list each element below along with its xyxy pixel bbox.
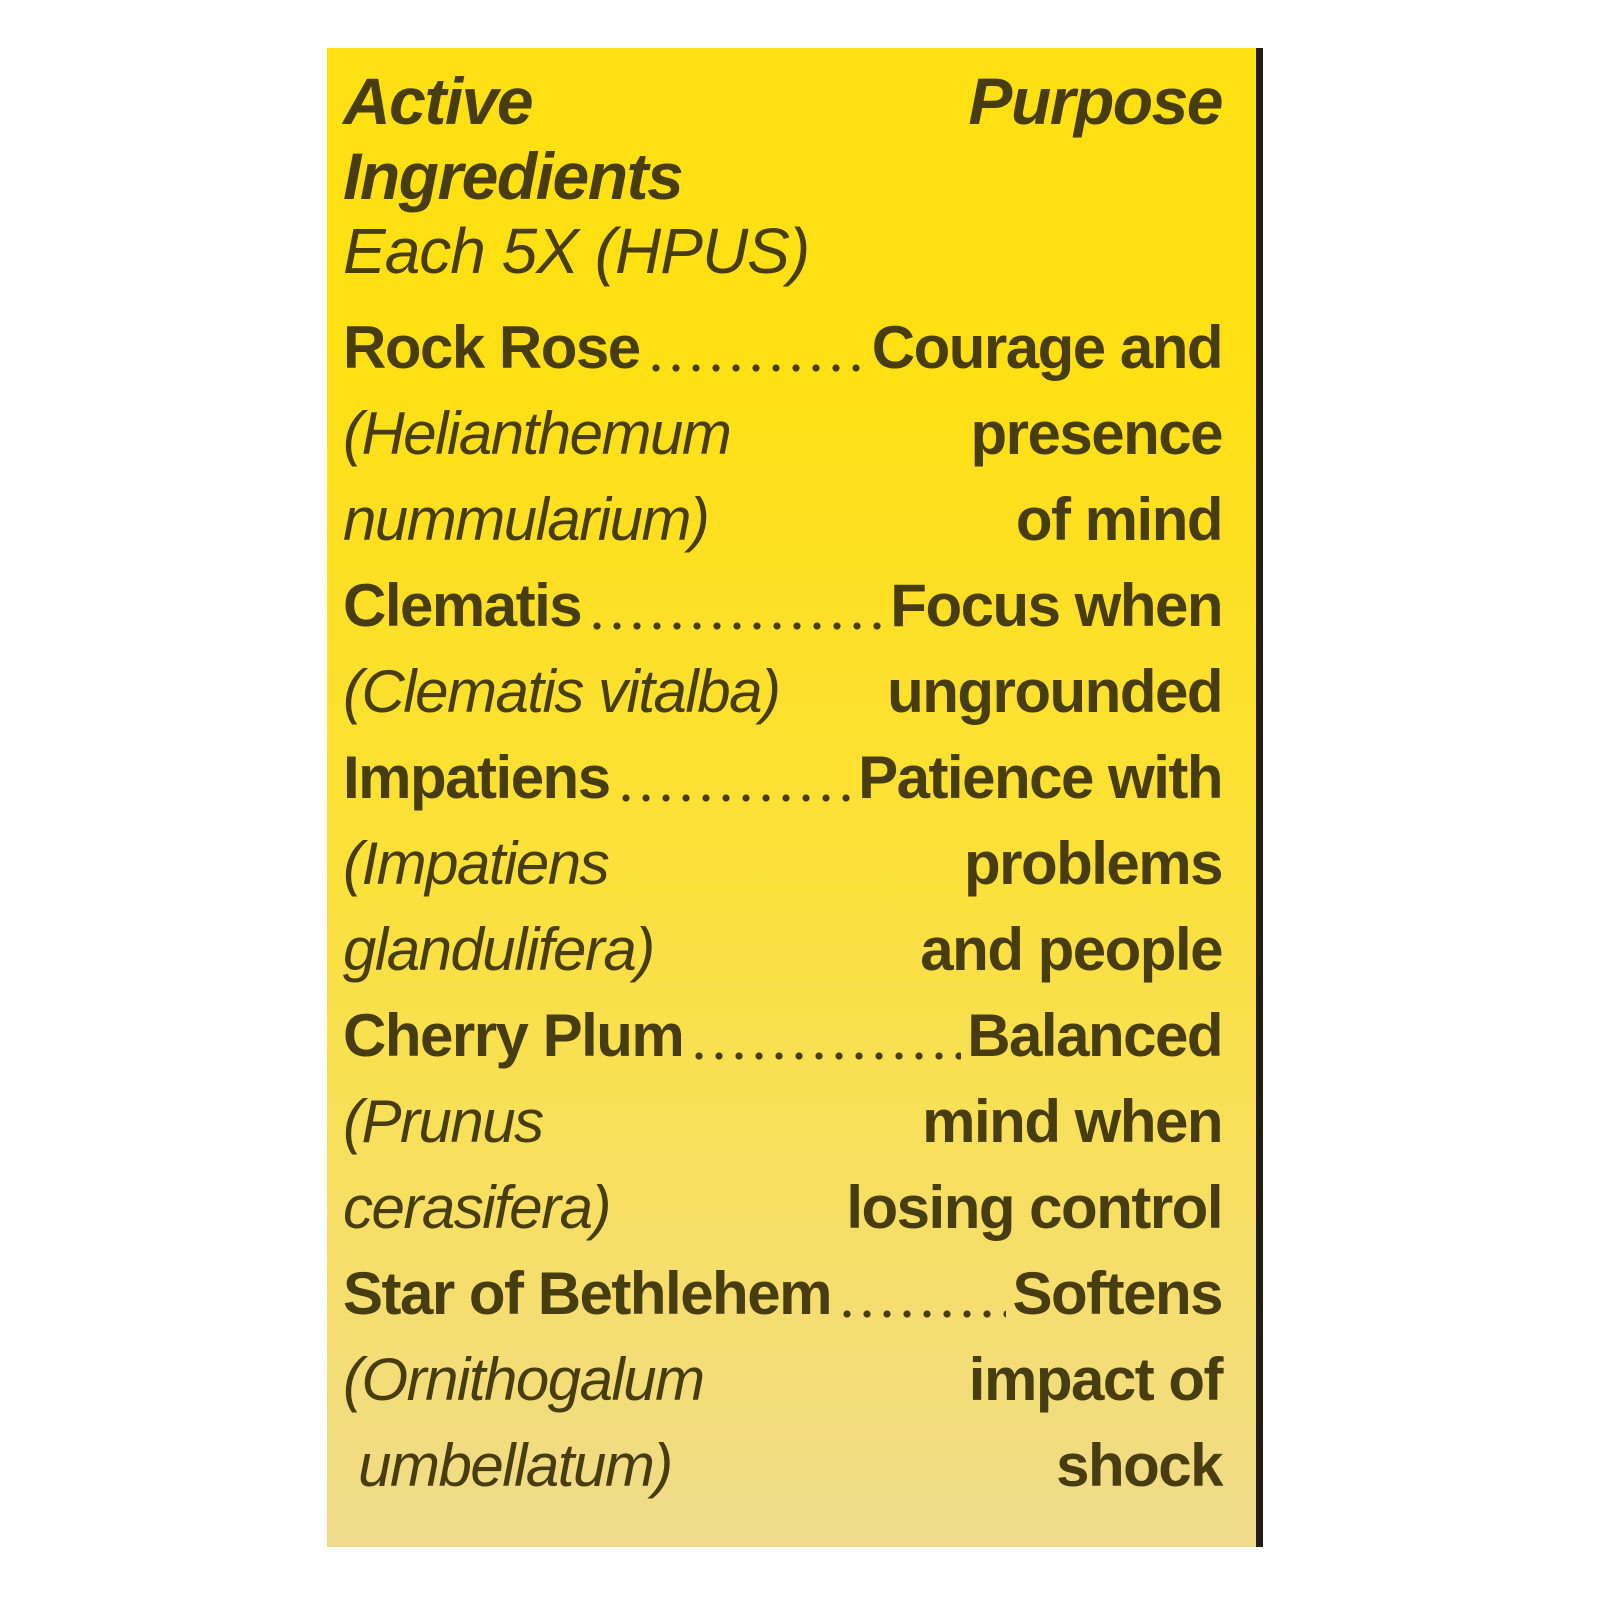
ingredient-name: Cherry Plum <box>343 1002 684 1069</box>
purpose-text: of mind <box>1015 486 1222 553</box>
purpose-text: Balanced <box>967 1002 1222 1069</box>
ingredient-row <box>343 1423 1222 1509</box>
potency-subheading: Each 5X (HPUS) <box>343 215 810 287</box>
purpose-text: problems <box>963 830 1222 897</box>
ingredient-row <box>343 305 1222 391</box>
purpose-text: mind when <box>922 1088 1222 1155</box>
ingredient-name: Rock Rose <box>343 314 640 381</box>
ingredient-row <box>343 1165 1222 1251</box>
purpose-heading: Purpose <box>968 64 1222 138</box>
ingredient-block-star-of-bethlehem <box>343 1251 1222 1509</box>
ingredient-list <box>343 305 1222 1509</box>
ingredient-row <box>343 993 1222 1079</box>
latin-name: nummularium) <box>343 486 709 553</box>
dotted-leader <box>614 735 854 821</box>
ingredient-block-impatiens <box>343 735 1222 993</box>
ingredient-block-cherry-plum <box>343 993 1222 1251</box>
purpose-text: impact of <box>968 1346 1222 1413</box>
ingredient-name: Star of Bethlehem <box>343 1260 831 1327</box>
latin-name: (Helianthemum <box>343 400 731 467</box>
ingredient-row <box>343 1079 1222 1165</box>
active-ingredients-heading-line2: Ingredients <box>343 139 683 213</box>
active-ingredients-heading <box>343 64 682 214</box>
ingredient-name: Impatiens <box>343 744 610 811</box>
ingredient-name: Clematis <box>343 572 582 639</box>
purpose-text: ungrounded <box>887 658 1222 725</box>
active-ingredients-heading-line1: Active <box>343 64 533 138</box>
dotted-leader <box>585 563 886 649</box>
ingredient-row <box>343 563 1222 649</box>
latin-name: (Prunus <box>343 1088 543 1155</box>
latin-name: umbellatum) <box>343 1432 672 1499</box>
dotted-leader <box>835 1251 1009 1337</box>
purpose-text: shock <box>1056 1432 1222 1499</box>
purpose-text: and people <box>920 916 1222 983</box>
ingredient-row <box>343 649 1222 735</box>
purpose-text: losing control <box>846 1174 1222 1241</box>
latin-name: (Impatiens <box>343 830 609 897</box>
ingredient-row <box>343 907 1222 993</box>
purpose-text: Softens <box>1012 1260 1222 1327</box>
ingredient-row <box>343 477 1222 563</box>
purpose-text: Patience with <box>858 744 1222 811</box>
purpose-text: presence <box>970 400 1222 467</box>
ingredient-row <box>343 821 1222 907</box>
ingredient-block-rock-rose <box>343 305 1222 563</box>
latin-name: (Clematis vitalba) <box>343 658 780 725</box>
latin-name: glandulifera) <box>343 916 654 983</box>
ingredient-row <box>343 735 1222 821</box>
ingredient-row <box>343 391 1222 477</box>
latin-name: (Ornithogalum <box>343 1346 704 1413</box>
dotted-leader <box>644 305 868 391</box>
latin-name: cerasifera) <box>343 1174 610 1241</box>
purpose-text: Focus when <box>890 572 1222 639</box>
label-panel <box>327 48 1263 1547</box>
ingredient-row <box>343 1337 1222 1423</box>
ingredient-row <box>343 1251 1222 1337</box>
dotted-leader <box>687 993 963 1079</box>
label-header <box>343 64 1222 214</box>
ingredient-block-clematis <box>343 563 1222 735</box>
purpose-text: Courage and <box>871 314 1222 381</box>
